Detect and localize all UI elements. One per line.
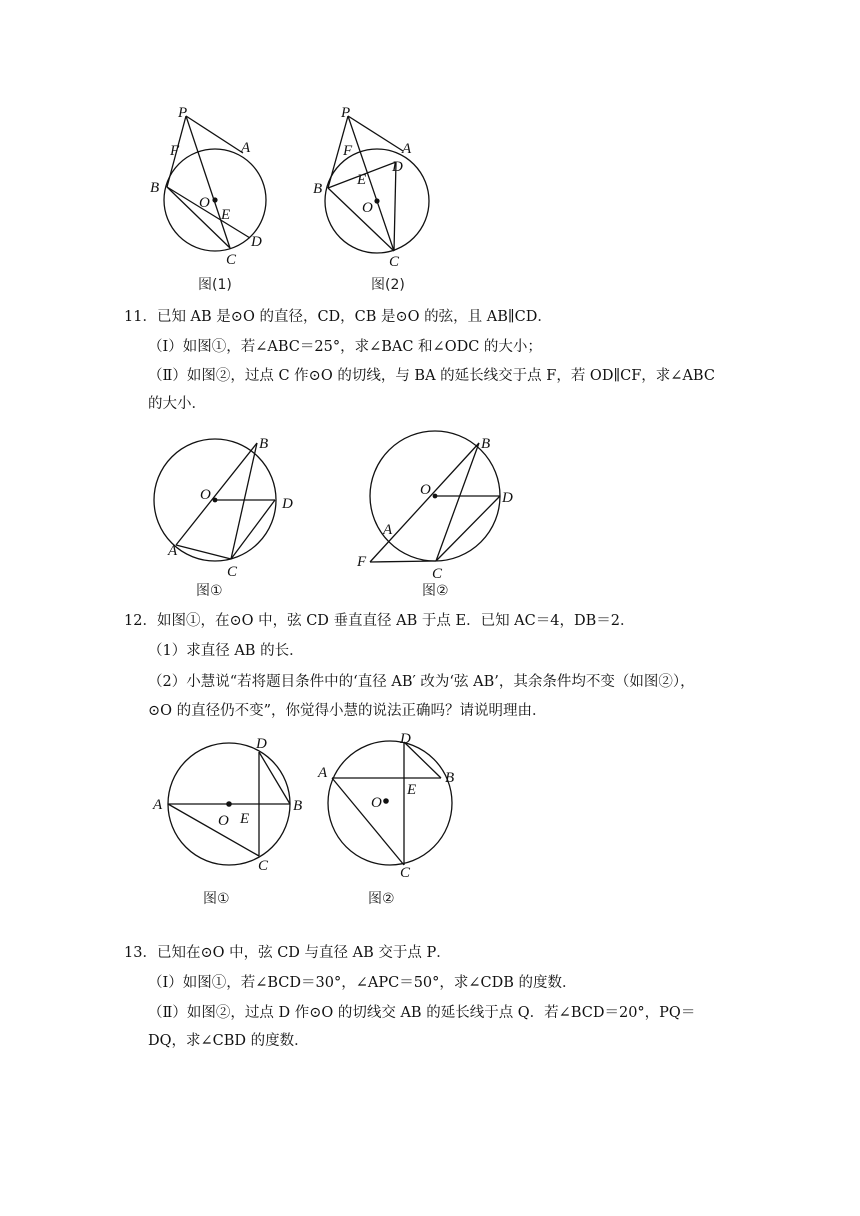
label-D: D: [256, 736, 267, 752]
q12-part2-line2: ⊙O 的直径仍不变”，你觉得小慧的说法正确吗？请说明理由．: [148, 703, 547, 719]
label-D: D: [282, 496, 293, 512]
label-O: O: [420, 482, 431, 498]
label-A: A: [241, 140, 251, 156]
label-D: D: [251, 234, 262, 250]
figure-10-2: [310, 100, 450, 270]
label-C: C: [389, 254, 400, 270]
label-O: O: [200, 487, 211, 503]
label-B: B: [259, 436, 269, 452]
label-D: D: [400, 731, 411, 747]
q11-stem: 11．已知 AB 是⊙O 的直径，CD，CB 是⊙O 的弦，且 AB∥CD．: [124, 309, 552, 325]
label-F: F: [357, 554, 367, 570]
geometry-diagram: [310, 100, 450, 270]
label-B: B: [293, 798, 303, 814]
label-D: D: [392, 159, 403, 175]
label-O: O: [218, 813, 229, 829]
label-A: A: [318, 765, 328, 781]
label-A: A: [383, 522, 393, 538]
geometry-diagram: [318, 728, 468, 883]
label-B: B: [481, 436, 491, 452]
label-P: P: [341, 105, 351, 121]
figure-12-2: [318, 728, 468, 883]
label-B: B: [313, 181, 323, 197]
q13-part2-line2: DQ，求∠CBD 的度数．: [148, 1033, 309, 1049]
caption-11-2: 图②: [422, 583, 449, 599]
caption-10-2: 图(2): [371, 277, 405, 293]
label-E: E: [407, 782, 417, 798]
label-B: B: [150, 180, 160, 196]
q13-stem: 13．已知在⊙O 中，弦 CD 与直径 AB 交于点 P．: [124, 945, 451, 961]
geometry-diagram: [140, 100, 280, 268]
label-C: C: [258, 858, 269, 874]
label-F: F: [170, 143, 180, 159]
q12-stem: 12．如图①，在⊙O 中，弦 CD 垂直直径 AB 于点 E．已知 AC＝4，DB＝2．: [124, 613, 635, 629]
geometry-diagram: [350, 430, 530, 580]
label-P: P: [178, 105, 188, 121]
label-B: B: [445, 770, 455, 786]
label-E: E: [221, 207, 231, 223]
label-C: C: [227, 564, 238, 580]
caption-10-1: 图(1): [198, 277, 232, 293]
figure-11-2: [350, 430, 530, 580]
q12-part2-line1: （2）小慧说“若将题目条件中的‘直径 AB′ 改为‘弦 AB’，其余条件均不变（如图②），: [148, 674, 695, 690]
q11-part1: （Ⅰ）如图①，若∠ABC＝25°，求∠BAC 和∠ODC 的大小；: [148, 339, 542, 355]
label-O: O: [371, 795, 382, 811]
label-E: E: [357, 172, 367, 188]
label-O: O: [362, 200, 373, 216]
q11-part2-line1: （Ⅱ）如图②，过点 C 作⊙O 的切线，与 BA 的延长线交于点 F，若 OD∥CF，求∠ABC: [148, 368, 715, 384]
label-F: F: [343, 143, 353, 159]
geometry-diagram: [140, 430, 310, 580]
q13-part1: （Ⅰ）如图①，若∠BCD＝30°，∠APC＝50°，求∠CDB 的度数．: [148, 975, 577, 991]
label-C: C: [226, 252, 237, 268]
label-A: A: [168, 543, 178, 559]
geometry-diagram: [148, 728, 318, 883]
label-O: O: [199, 195, 210, 211]
q13-part2-line1: （Ⅱ）如图②，过点 D 作⊙O 的切线交 AB 的延长线于点 Q．若∠BCD＝20°，PQ＝: [148, 1005, 696, 1021]
figure-11-1: [140, 430, 310, 580]
label-E: E: [240, 811, 250, 827]
q11-part2-line2: 的大小．: [148, 396, 206, 412]
figure-12-1: [148, 728, 318, 883]
caption-12-2: 图②: [368, 891, 395, 907]
label-D: D: [502, 490, 513, 506]
figure-10-1: [140, 100, 280, 268]
q12-part1: （1）求直径 AB 的长．: [148, 643, 304, 659]
label-A: A: [153, 797, 163, 813]
label-C: C: [432, 566, 443, 582]
caption-12-1: 图①: [203, 891, 230, 907]
label-C: C: [400, 865, 411, 881]
label-A: A: [402, 141, 412, 157]
caption-11-1: 图①: [196, 583, 223, 599]
